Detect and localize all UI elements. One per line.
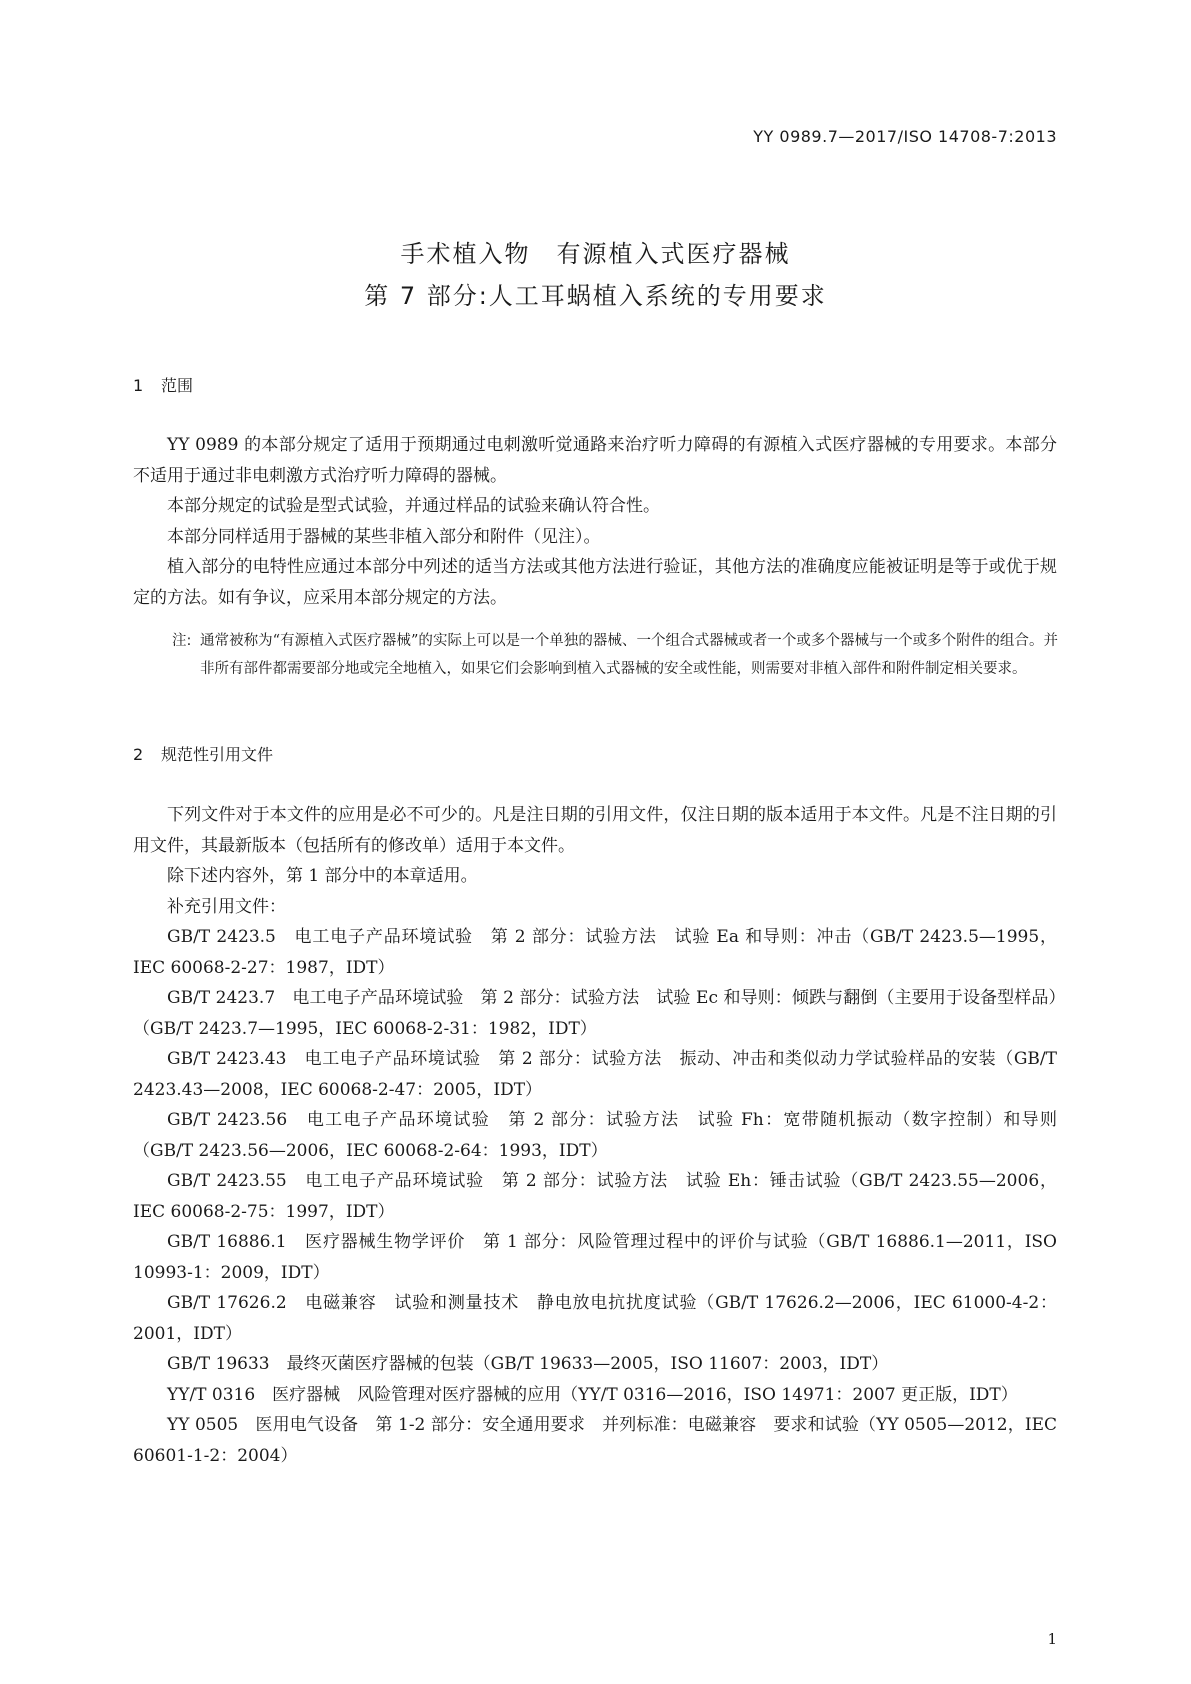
reference-item: YY 0505 医用电气设备 第 1-2 部分：安全通用要求 并列标准：电磁兼容 要求和试验（YY 0505—2012，IEC 60601-1-2：2004） [133, 1415, 1057, 1466]
reference-item: GB/T 17626.2 电磁兼容 试验和测量技术 静电放电抗扰度试验（GB/T 17626.2—2006，IEC 61000-4-2：2001，IDT） [133, 1293, 1057, 1344]
reference-item: YY/T 0316 医疗器械 风险管理对医疗器械的应用（YY/T 0316—2016，ISO 14971：2007 更正版，IDT） [167, 1384, 1018, 1405]
document-title-line-2: 第 7 部分:人工耳蜗植入系统的专用要求 [364, 282, 827, 310]
document-title-line-1: 手术植入物 有源植入式医疗器械 [400, 240, 791, 268]
paragraph: YY 0989 的本部分规定了适用于预期通过电刺激听觉通路来治疗听力障碍的有源植入式医疗器械的专用要求。本部分不适用于通过非电刺激方式治疗听力障碍的器械。 [133, 435, 1057, 486]
note [172, 627, 1058, 683]
paragraph: 除下述内容外，第 1 部分中的本章适用。 [167, 866, 478, 886]
section-title: 范围 [161, 376, 194, 395]
standard-code: YY 0989.7—2017/ISO 14708-7:2013 [753, 127, 1057, 146]
paragraph: 本部分规定的试验是型式试验，并通过样品的试验来确认符合性。 [167, 496, 660, 516]
paragraph: 下列文件对于本文件的应用是必不可少的。凡是注日期的引用文件，仅注日期的版本适用于本文件。凡是不注日期的引用文件，其最新版本（包括所有的修改单）适用于本文件。 [133, 805, 1057, 856]
note-text: 通常被称为“有源植入式医疗器械”的实际上可以是一个单独的器械、一个组合式器械或者一个或多个器械与一个或多个附件的组合。并非所有部件都需要部分地或完全地植入，如果它们会影响到植入式器械的安全或性能，则需要对非植入部件和附件制定相关要求。 [200, 633, 1058, 677]
paragraph: 本部分同样适用于器械的某些非植入部分和附件（见注）。 [167, 526, 601, 547]
paragraph: 植入部分的电特性应通过本部分中列述的适当方法或其他方法进行验证，其他方法的准确度应能被证明是等于或优于规定的方法。如有争议，应采用本部分规定的方法。 [133, 557, 1057, 608]
section-number: 1 [133, 376, 144, 395]
reference-item: GB/T 2423.55 电工电子产品环境试验 第 2 部分：试验方法 试验 Eh：锤击试验（GB/T 2423.55—2006，IEC 60068-2-75：1997，IDT） [133, 1171, 1057, 1222]
reference-item: GB/T 19633 最终灭菌医疗器械的包装（GB/T 19633—2005，ISO 11607：2003，IDT） [167, 1354, 889, 1374]
paragraph: 补充引用文件： [167, 896, 286, 917]
section-number: 2 [133, 745, 144, 764]
section-1-heading [133, 373, 193, 396]
reference-item: GB/T 2423.7 电工电子产品环境试验 第 2 部分：试验方法 试验 Ec 和导则：倾跌与翻倒（主要用于设备型样品）（GB/T 2423.7—1995，IEC 60068-2-31：1982，IDT） [133, 988, 1057, 1039]
note-label: 注: [172, 633, 192, 649]
page-number: 1 [1047, 1630, 1057, 1648]
reference-item: GB/T 16886.1 医疗器械生物学评价 第 1 部分：风险管理过程中的评价与试验（GB/T 16886.1—2011，ISO 10993-1：2009，IDT） [133, 1232, 1057, 1283]
reference-item: GB/T 2423.56 电工电子产品环境试验 第 2 部分：试验方法 试验 Fh：宽带随机振动（数字控制）和导则（GB/T 2423.56—2006，IEC 60068-2-64：1993，IDT） [133, 1110, 1057, 1161]
section-title: 规范性引用文件 [161, 745, 274, 764]
section-2-body [133, 800, 1057, 1471]
section-1-body [133, 430, 1057, 613]
section-2-heading [133, 742, 273, 765]
reference-item: GB/T 2423.43 电工电子产品环境试验 第 2 部分：试验方法 振动、冲击和类似动力学试验样品的安装（GB/T 2423.43—2008，IEC 60068-2-47：2005，IDT） [133, 1049, 1057, 1100]
reference-item: GB/T 2423.5 电工电子产品环境试验 第 2 部分：试验方法 试验 Ea 和导则：冲击（GB/T 2423.5—1995，IEC 60068-2-27：1987，IDT） [133, 927, 1057, 978]
